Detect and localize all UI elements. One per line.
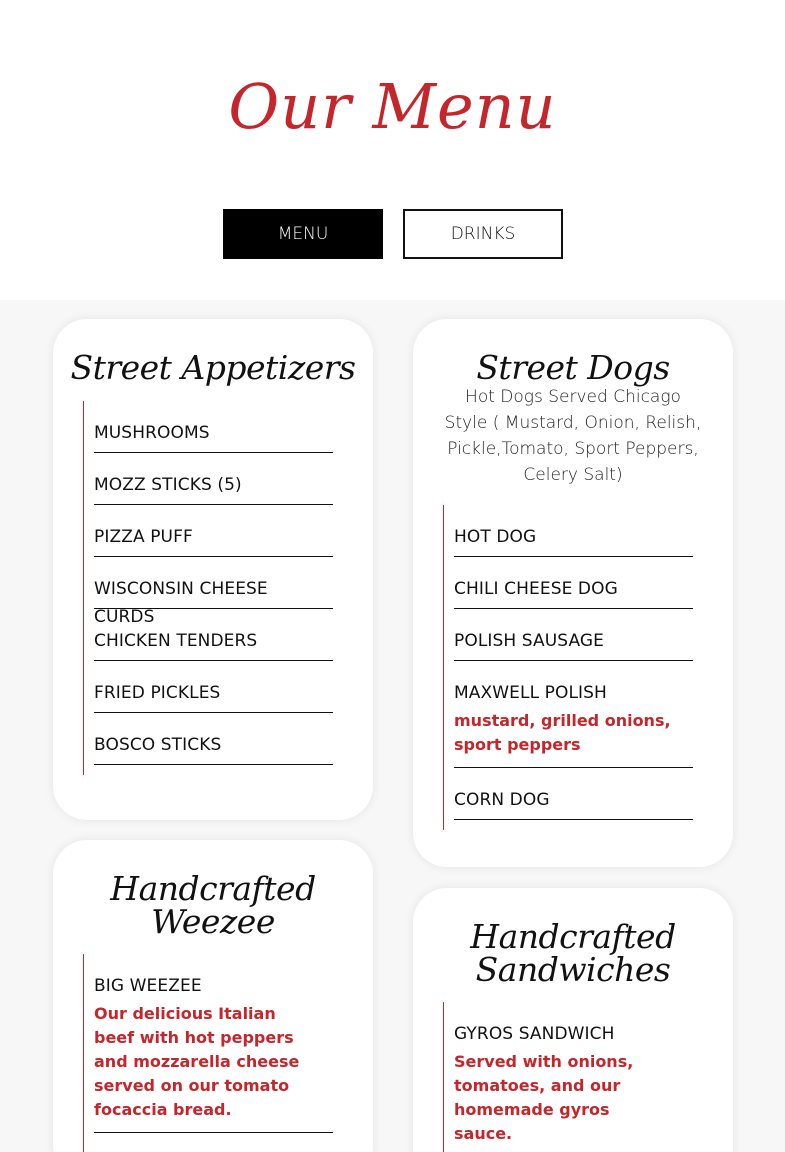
list-item[interactable] xyxy=(94,505,333,557)
item-name: MUSHROOMS xyxy=(94,423,210,443)
card-title-line: Handcrafted xyxy=(470,917,676,956)
card-handcrafted-weezee xyxy=(53,840,373,1152)
card-title: Street Dogs xyxy=(476,348,670,387)
dogs-list xyxy=(443,505,693,830)
list-spacer xyxy=(454,820,693,830)
item-name: FRIED PICKLES xyxy=(94,683,221,703)
item-description: Our delicious Italian beef with hot peppers and mozzarella cheese served on our tomato focaccia bread. xyxy=(94,1004,300,1119)
appetizers-list xyxy=(83,401,333,775)
list-item[interactable] xyxy=(94,713,333,765)
item-name: GYROS SANDWICH xyxy=(454,1024,615,1044)
card-subtitle: Hot Dogs Served Chicago Style ( Mustard, Onion, Relish, Pickle,Tomato, Sport Peppers, Celery Salt) xyxy=(444,387,702,485)
list-item[interactable] xyxy=(454,1002,693,1152)
list-item[interactable] xyxy=(94,401,333,453)
list-item[interactable] xyxy=(454,661,693,768)
card-title: Street Appetizers xyxy=(70,348,356,387)
item-name: CHICKEN TENDERS xyxy=(94,631,258,651)
item-name: PIZZA PUFF xyxy=(94,527,193,547)
list-item[interactable] xyxy=(94,954,333,1133)
list-item[interactable] xyxy=(94,661,333,713)
card-title-line: Weezee xyxy=(151,902,275,941)
list-item[interactable] xyxy=(454,505,693,557)
list-item[interactable] xyxy=(454,557,693,609)
card-street-appetizers xyxy=(53,319,373,820)
item-name: MAXWELL POLISH xyxy=(454,683,607,703)
card-title xyxy=(413,917,733,989)
tab-menu[interactable]: MENU xyxy=(223,209,383,259)
weezee-list xyxy=(83,954,333,1152)
item-description: mustard, grilled onions, sport peppers xyxy=(454,711,671,754)
card-title-line: Handcrafted xyxy=(110,869,316,908)
card-title xyxy=(53,869,373,941)
item-name: CORN DOG xyxy=(454,790,550,810)
item-name: MOZZ STICKS (5) xyxy=(94,475,242,495)
item-name: CHILI CHEESE DOG xyxy=(454,579,618,599)
page-title: Our Menu xyxy=(228,70,557,143)
item-name: WISCONSIN CHEESE CURDS xyxy=(94,579,268,627)
card-handcrafted-sandwiches xyxy=(413,888,733,1152)
card-title-line: Sandwiches xyxy=(475,950,671,989)
list-spacer xyxy=(94,765,333,775)
tab-drinks[interactable]: DRINKS xyxy=(403,209,563,259)
list-item[interactable] xyxy=(454,609,693,661)
sandwiches-list xyxy=(443,1002,693,1152)
item-name: BIG WEEZEE xyxy=(94,976,202,996)
item-description: Served with onions, tomatoes, and our homemade gyros sauce. xyxy=(454,1052,634,1143)
item-name: POLISH SAUSAGE xyxy=(454,631,605,651)
list-spacer xyxy=(94,1133,333,1152)
list-item[interactable] xyxy=(94,557,333,627)
list-item[interactable] xyxy=(454,768,693,820)
item-name: BOSCO STICKS xyxy=(94,735,222,755)
card-street-dogs xyxy=(413,319,733,867)
list-item[interactable] xyxy=(94,453,333,505)
item-name: HOT DOG xyxy=(454,527,537,547)
hero-section xyxy=(0,0,785,300)
